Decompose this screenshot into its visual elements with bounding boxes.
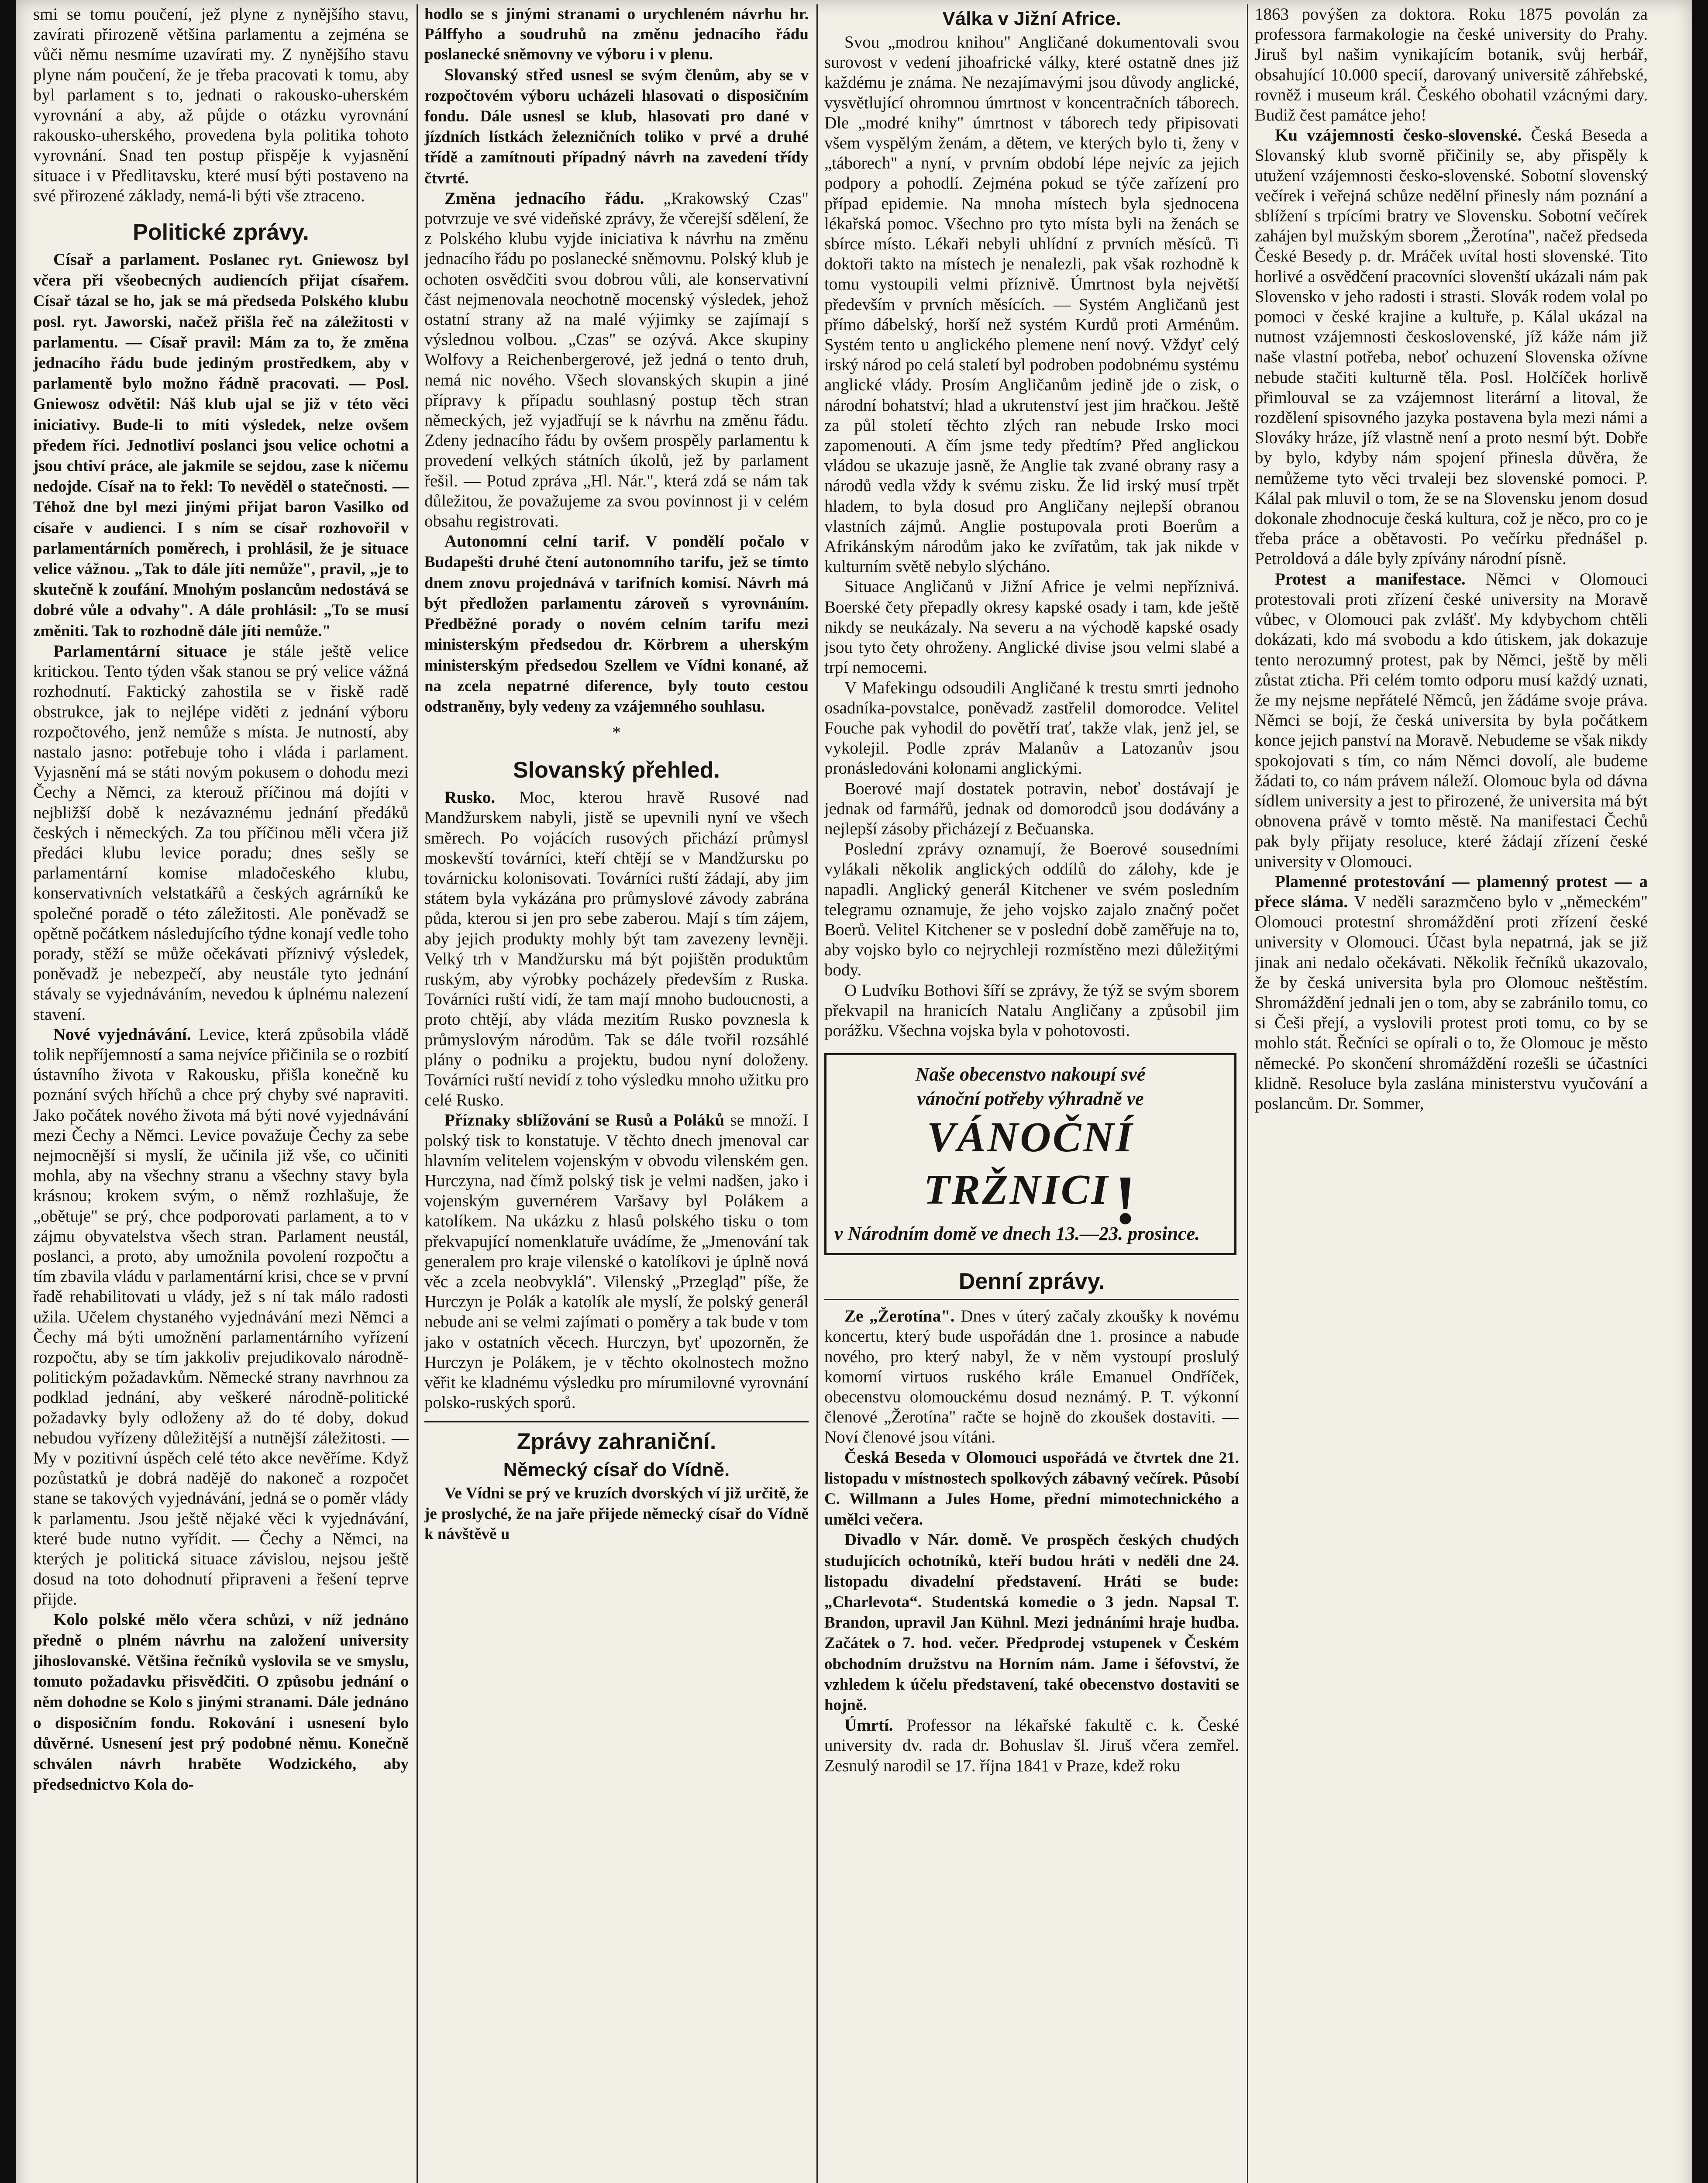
ad-line-2: vánoční potřeby výhradně ve bbox=[917, 1088, 1144, 1110]
article-sst-title: Slovanský střed bbox=[444, 65, 563, 84]
article-sst bbox=[424, 65, 809, 189]
article-div-text: Ve prospěch českých chudých studujících ochotníků, kteří budou hráti v neděli dne 24. listopadu divadelní představení. Hráti se bude: „Charlevota“. Studentská komedie o 3 jedn. Napsal T. Brandon, upravil Jan Kühnl. Mezi jednáními hraje hudba. Začátek o 7. hod. večer. Předprodej vstupenek v Českém obchodním družstvu na Horním nám. Jame i šéfovství, že vzhledem k účelu představení, také obecenstvo dostaviti se hojně. bbox=[824, 1531, 1239, 1715]
ad-line-1: Naše obecenstvo nakoupí své bbox=[915, 1064, 1146, 1085]
column-3 bbox=[824, 4, 1239, 2183]
article-parl bbox=[33, 641, 409, 1025]
article-aut-text: V pondělí počalo v Budapešti druhé čtení autonomního tarifu, jež se tímto dnem znovu projednává v tarifních komisí. Návrh má být předložen parlamentu zároveň s vyrovnáním. Předběžné porady o novém celním tarifu mezi ministerským předsedou dr. Körbrem a uherským ministerským předsedou Szellem ve Vídni konané, až na zcela nepatrné diference, byly touto cestou odstraněny, byly vedeny za vzájemného souhlasu. bbox=[424, 533, 809, 716]
article-boer-text: Boerové mají dostatek potravin, neboť dostávají je jednak od farmářů, jednak od domorodců jsou dodávány a nejlepší zásoby přicházejí z Bečuanska. bbox=[824, 779, 1239, 838]
article-zer bbox=[824, 1306, 1239, 1447]
article-parl-title: Parlamentární situace bbox=[53, 641, 227, 661]
article-div-title: Divadlo v Nár. domě. bbox=[844, 1530, 1012, 1549]
article-vz-text: Česká Beseda a Slovanský klub svorně přičinily se, aby přispěly k utužení vzájemnosti česko-slovenské. Sobotní slovenský večírek i veřejná schůze nedělní přinesly nám poznání a sblížení s trpícími bratry ve Slovensku. Sobotní večírek zahájen byl mužským sborem „Žerotína", načež předseda České Besedy p. dr. Mráček uvítal hosti slovenské. Tito horlivé a osvědčení pracovníci slovenští ukázali nám pak Slovensko v jeho radosti i strasti. Slovák rodem volal po pomoci v české krajine a kultuře, p. Kálal ukázal na nutnost vzájemnosti československé, jíž káže nám již naše vlastní potřeba, neboť ochuzení Slovenska ožívne nebude stačiti kulturně těla. Posl. Holčíček horlivě přimlouval se za vzájemnost literární a litoval, že rozdělení spisovného jazyka postavena byla mezi námi a Slováky hráze, jíž vlastně není a proto nesmí být. Dobře by bylo, kdyby nám spojení přinesla důvěra, že nemůžeme tyto věci trvaleji bez slovenské pomoci. P. Kálal pak mluvil o tom, že se na Slovensku jenom dosud dokonale zhodnocuje česká kultura, což je něco, pro co je třeba práce a obětavosti. Po večírku přednášel p. Petroldová a dále byly zpívány národní písně. bbox=[1255, 126, 1648, 568]
article-zmena-title: Změna jednacího řádu. bbox=[444, 189, 644, 208]
section-rule bbox=[424, 1421, 809, 1422]
newspaper-page bbox=[16, 0, 1692, 2183]
heading-slovansky-prehled: Slovanský přehled. bbox=[513, 758, 720, 783]
article-lud-text: O Ludvíku Bothovi šíří se zprávy, že týž se svým sborem překvapil na hranicích Natalu Angličany a způsobil jim porážku. Všechna vojska byla v pohotovosti. bbox=[824, 981, 1239, 1040]
article-rusko bbox=[424, 788, 809, 1110]
article-priz-text: se množí. I polský tisk to konstatuje. V těchto dnech jmenoval car hlavním velitelem vojenským v obvodu vilenském gen. Hurczyna, nad čímž polský tisk je velmi nadšen, jako i vojenským guvernérem Varšavy byl Polákem a katolíkem. Na ukázku z hlasů polského tisku o tom překvapující nomenklatuře uvádíme, že „Jmenování tak generalem pro kraje vilenské o katolíkovi je úplně nová věc a zcela neobvyklá". Vilenský „Przegląd" píše, že Hurczyn je Polák a katolík ale myslí, že polský generál nebude ani se velmi zajímati o poměry a tak bude v tom jako v ostatních věcech. Hurczyn, byť upozorněn, že Hurczyn je Polákem, je v těchto okolnostech možno věřit ke kladnému výsledku pro mírumilovné vyrovnání polsko-ruských sporů. bbox=[424, 1111, 809, 1412]
column-rule-2 bbox=[816, 4, 818, 2183]
col1-intro: smi se tomu poučení, jež plyne z nynějšího stavu, zavírati přirozeně většina parlamentu a zejména se vůči němu nesmíme uzavírati my. Z nynějšího stavu plyne nám poučení, že je třeba pracovati k tomu, aby byl parlament s to, jednati o rakousko-uherském vyrovnání a aby, až půjde o otázku vyrovnání rakousko-uherského, provedena byla politika tohoto vyrovnání. Snad ten postup přispěje k vyjasnění situace i v Předlitavsku, které musí býti postaveno na své přirozené základy, nemá-li býti vše ztraceno. bbox=[33, 5, 409, 205]
advertisement-vanocni-trznice bbox=[824, 1053, 1236, 1255]
article-valka-text: Svou „modrou knihou" Angličané dokumentovali svou surovost v vedení jihoafrické války, které ostatně dnes již každému je známa. Ne nezajímavými jsou důvody anglické, vysvětlující ohromnou úmrtnost v koncentračních táborech. Dle „modré knihy" úmrtnost v táborech tedy připisovati všem vyspělým ženám, a dětem, ve kterých bylo ti, ženy v „táborech" a nyní, v prvním období lépe nejvíc za jejich podpory a pohodlí. Zejména pokud se týče zařízení pro případ epidemie. Na mnoha místech byla sjednocena lékařská pomoc. Všechno pro tyto místa byli na ženách se sbírce místo. Lékaři nebyli uhlídní z prvních měsíců. Ti doktoři takto na místech je nenalezli, pak však rozhodně k tomu vystoupili velmi příznivě. Úmrtnost byla největší především v prvních měsících. — Systém Angličanů jest přímo dábelský, horší než systém Kurdů proti Arménům. Systém tento u anglického plemene není nový. Vždyť celý irský národ po celá staletí byl podroben podobnému systému anglické vlády. Prosím Angličanům jedině jde o zisk, o národní bohatství; hlad a ukrutenství jest jim hračkou. Ještě za půl století těchto zlých ran nebude Irsko moci zapomenouti. A čím jsme tedy předtím? Před anglickou vládou se ukazuje jasně, že Anglie tak zvané obrany rasy a národů vedla vždy k svému zisku. Že lid irský musí trpět hladem, to byla dosud pro Angličany nejlepší obranou vlastních zájmů. Anglie postupovala proti Boerům a Afrikánským národům jako ke zvířatům, tak jak nikde v kulturním světě nebylo slýcháno. bbox=[824, 33, 1239, 576]
article-nem-text: Ve Vídni se prý ve kruzích dvorských ví již určitě, že je proslyché, že na jaře přijede německý císař do Vídně k návštěvě u bbox=[424, 1484, 809, 1543]
column-1 bbox=[33, 4, 409, 2183]
column-2 bbox=[424, 4, 809, 2183]
article-cisar-text: Poslanec ryt. Gniewosz byl včera při všeobecných audiencích přijat císařem. Císař tázal se ho, jak se má předseda Polského klubu posl. ryt. Jaworski, načež přišla řeč na záležitosti v parlamentu. — Císař pravil: Mám za to, že změna jednacího řádu bude jediným prostředkem, aby v parlamentě bylo možno řádně pracovati. — Posl. Gniewosz odvětil: Náš klub ujal se již v této věci iniciativy. Bude-li to míti výsledek, nelze ovšem předem říci. Jednotliví poslanci jsou velice ochotni a jsou chtiví práce, ale jakmile se sejdou, zase k ničemu nedojde. Císař na to řekl: To nevěděl o statečnosti. — Téhož dne byl mezi jinými přijat baron Vasilko od císaře v audienci. I s ním se císař rozhovořil v parlamentárních poměrech, i prohlásil, že je situace velice vážnou. „Tak to dále jíti nemůže", pravil, „je to skutečně k zoufání. Mnohým poslancům nedostává se dobré vůle a odvahy". A dále prohlásil: „To se musí změniti. Tak to rozhodně dále jíti nemůže." bbox=[33, 251, 409, 640]
article-ceska bbox=[824, 1448, 1239, 1530]
heading-denni-zpravy: Denní zprávy. bbox=[958, 1269, 1105, 1295]
article-prot bbox=[1255, 569, 1648, 872]
heading-politicke-zpravy: Politické zprávy. bbox=[133, 220, 309, 245]
article-aut bbox=[424, 531, 809, 717]
article-sit-text: Situace Angličanů v Jižní Africe je velmi nepříznivá. Boerské čety přepadly okresy kapské osady i tam, kde ještě nikdy se neukázaly. Na severu a na východě kapské osady jsou tyto čety ohroženy. Anglické divise jsou velmi slabé a trpí nemocemi. bbox=[824, 577, 1239, 677]
column-rule-1 bbox=[417, 4, 418, 2183]
separator-asterisk: * bbox=[612, 723, 621, 743]
article-cisar-title: Císař a parlament. bbox=[53, 250, 200, 269]
article-zer-text: Dnes v úterý začaly zkoušky k novému koncertu, který bude uspořádán dne 1. prosince a nabude nového, pro který nabyl, že v něm vystoupí proslulý komorní virtuos ruského krále Emanuel Ondříček, obecenstvu olomouckému dosud neznámý. P. T. výkonní členové „Žerotína" račte se hojně do zkoušek dostaviti. — Noví členové jsou vítáni. bbox=[824, 1307, 1239, 1447]
article-plam-text: V neděli sarazmčeno bylo v „německém" Olomouci protestní shromáždění proti zřízení české university v Olomouci. Účast byla nepatrná, jak se již jinak ani nedalo očekávati. Několik řečníků ukazovalo, že by česká universita byla pro Olomouc neštěstím. Shromáždění jednali jen o tom, aby se zabránilo tomu, co si Češi přejí, a vyslovili protest proti tomu, co by se mohlo stát. Řečníci se opírali o to, že Olomouc je město německé. Po skončení shromáždění rozešli se účastníci klidně. Resoluce byla zaslána ministerstvu vyučování a poslancům. Dr. Sommer, bbox=[1255, 892, 1648, 1113]
article-posl-text: Poslední zprávy oznamují, že Boerové sousedními vylákali několik anglických oddílů do zálohy, kde je napadli. Anglický generál Kitchener ve svém posledním telegramu oznamuje, že jeho vojsko zajalo značný počet Boerů. Velitel Kitchener se v poslední době zaměřuje na to, aby vojsko bylo co nejrychleji rozmístěno mezi důležitými body. bbox=[824, 840, 1239, 980]
article-div bbox=[824, 1530, 1239, 1715]
article-prot-title: Protest a manifestace. bbox=[1275, 569, 1466, 589]
article-kolo-title: Kolo polské bbox=[53, 1610, 145, 1629]
article-rusko-title: Rusko. bbox=[444, 788, 495, 807]
column-rule-3 bbox=[1247, 4, 1248, 2183]
heading-underline bbox=[824, 1299, 1239, 1300]
article-umrti-text: Professor na lékařské fakultě c. k. České university dv. rada dr. Bohuslav šl. Jiruš včera zemřel. Zesnulý narodil se 17. října 1841 v Praze, kdež roku bbox=[824, 1716, 1239, 1775]
article-maf-text: V Mafekingu odsoudili Angličané k trestu smrti jednoho osadníka-povstalce, poněvadž zastřelil domorodce. Velitel Fouche pak vyhodil do povětří trať, takže vlak, jenž jel, se vykolejil. Podle zpráv Malanův a Latozanův jsou pronásledováni kolonami anglickými. bbox=[824, 678, 1239, 778]
article-plam-title: Plamenné protestování — plamenný protest — a přece sláma. bbox=[1255, 872, 1648, 911]
heading-zpravy-zahranicni: Zprávy zahraniční. bbox=[517, 1429, 716, 1455]
article-nove-text: Levice, která způsobila vládě tolik nepříjemností a sama nejvíce přičinila se o rozbití ústavního života v Rakousku, přišla konečně ku poznání svých hříchů a chce prý chyby své napraviti. Jako počátek nového života má býti nové vyjednávání mezi Čechy a Němci. Levice považuje Čechy za sebe nejmocnější si myslí, že učinila již vše, co učiniti mohla, aby na všechny stranu a všechny stavy byla krásnou; krokem svým, o němž rozhlašuje, že „obětuje" se prý, chce podporovati parlament, a to v zájmu obyvatelstva všech stran. Parlament neustál, poslanci, a proto, aby umožnila povolení rozpočtu a tím zbavila vládu v parlamentární krisi, chce se v první řadě rehabilitovati u vlády, jež s ní tak málo radosti užila. Učelem chystaného vyjednávání mezi Němci a Čechy má býti umožnění parlamentárního vyřízení rozpočtu, aby se tím jakkoliv prejudikovalo národně-politickým požadavkům. Německé strany navrhnou za podklad jednání, aby veškeré národně-politické požadavky byly odloženy až do té doby, dokud nebudou vyřízeny důležitější a nutnější záležitosti. — My v pozitivní úspěch celé této akce nevěříme. Když pozůstatků je dobrá nadějě do nakoneč a rozpočet stane se takových vyjednávání, jedná se o poměr vlády k parlamentu. Jsou ještě nějaké věci k vyjednávání, které bude nutno vyřídit. — Čechy a Němci, na kterých je politická situace závislou, nejsou ještě dosud na toto dohodnutí připraveni a řešení teprve přijde. bbox=[33, 1025, 409, 1609]
ad-exclamation: ! bbox=[1113, 1161, 1137, 1239]
column-4 bbox=[1255, 4, 1648, 2183]
article-aut-title: Autonomní celní tarif. bbox=[444, 532, 630, 551]
article-cisar bbox=[33, 250, 409, 641]
article-umrti-title: Úmrtí. bbox=[844, 1716, 893, 1735]
article-vz bbox=[1255, 125, 1648, 569]
article-valka-title: Válka v Jižní Africe. bbox=[942, 8, 1121, 29]
article-nem-title: Německý císař do Vídně. bbox=[503, 1459, 730, 1481]
ad-big-text: VÁNOČNÍ TRŽNICI bbox=[923, 1114, 1134, 1214]
col4-intro: 1863 povýšen za doktora. Roku 1875 povolán za professora farmakologie na české university do Prahy. Jiruš byl našim vynikajícím botanik, svůj herbář, obsahující 10.000 specií, darovaný universitě záhřebské, rovněž i museum král. Českého obohatil vzácnými dary. Budiž čest památce jeho! bbox=[1255, 5, 1648, 125]
ad-line-3: v Národním domě ve dnech 13.—23. prosince. bbox=[834, 1223, 1200, 1245]
article-rusko-text: Moc, kterou hravě Rusové nad Mandžurskem nabyli, jistě se upevnili nyní ve všech směrech. Po vojácích rusových přichází průmysl moskevští továrníci, kteří chtějí se v Mandžursku po továrnicku kolonisovati. Továrníci ruští žádají, aby jim státem byla vykázána pro průmyslové závody zabrána půda, kterou si jen pro sebe zaberou. Mají s tím zájem, aby jejich produkty mohly být tam zavezeny levněji. Velký trh v Mandžursku má být pojištěn produktům ruským, aby výrobky pocházely především z Ruska. Továrníci ruští vidí, že tam mají mnoho budoucnosti, a proto chtějí, aby vláda mezitím Rusko povznesla k průmyslovým národům. Tak se dále tvořil rozsáhlé plány o podniku a projektu, budou nyní doloženy. Továrníci ruští nevidí z toho výsledku mnoho užitku pro celé Rusko. bbox=[424, 788, 809, 1110]
article-plam bbox=[1255, 872, 1648, 1114]
article-nove-title: Nové vyjednávání. bbox=[53, 1025, 191, 1044]
article-kolo-text: mělo včera schůzi, v níž jednáno předně o plném návrhu na založení university jihoslovanské. Většina řečníků vyslovila se ve smyslu, tomuto požadavku přisvědčiti. O způsobu jednání o něm dohodne se Kolo s jinými stranami. Dále jednáno o disposičním fondu. Rokování i usnesení bylo důvěrné. Usnesení jest prý podobné němu. Konečně schválen návrh hraběte Wodzického, aby předsednictvo Kola do- bbox=[33, 1611, 409, 1794]
article-sst-text: usnesl se svým členům, aby se v rozpočtovém výboru ucházeli hlasovati o disposičním fondu. Dále usnesl se klub, hlasovati pro dané v jízdních lístkách železničních toliko v prvé a druhé třídě a zamítnouti případný návrh na zavedení třídy čtvrté. bbox=[424, 66, 809, 187]
article-priz-title: Příznaky sblížování se Rusů a Poláků bbox=[444, 1111, 725, 1130]
article-zmena-text: „Krakowský Czas" potvrzuje ve své videňské zprávy, že včerejší sdělení, že z Polského klubu vyjde iniciativa k návrhu na změnu jednacího řádu po poslanecké sněmovnu. Polský klub je ochoten osvědčiti svou dobrou vůli, ale konservativní část nejmenovala neochotně mocenský výsledek, jehož ostatní strany až na malé výjimky se zajímají s výslednou volbou. „Czas" se ozývá. Akce skupiny Wolfovy a Reichenbergerové, jež jedná o tento druh, nemá nic nového. Všech slovanských skupin a jiné přípravy k případu souhlasný postup těch stran německých, jež vyjadřují se k návrhu na změnu řádu. Zdeny jednacího řádu by ovšem prospěly parlamentu k provedení velkých státních úkolů, jež by parlament řešil. — Potud zpráva „Hl. Nár.", která zdá se nám tak důležitou, že považujeme za svou povinnost ji v celém obsahu registrovati. bbox=[424, 189, 809, 531]
article-zmena bbox=[424, 189, 809, 531]
article-zer-title: Ze „Žerotína". bbox=[844, 1307, 955, 1326]
article-ceska-text: uspořádá ve čtvrtek dne 21. listopadu v místnostech spolkových zábavný večírek. Působí C. Willmann a Jules Home, přední mimotechnického a umělci večera. bbox=[824, 1449, 1239, 1529]
article-parl-text: je stále ještě velice kritickou. Tento týden však stanou se prý velice vážná rozhodnutí. Faktický zahostila se v řiskě radě obstrukce, jak to nejlépe viděti z jednání výboru rozpočtového, jenž nemůže s místa. Je nutností, aby nastalo jasno: potřebuje toho i vláda i parlament. Vyjasnění má se státi novým pokusem o dohodu mezi Čechy a Němci, za kterouž příčinou má dojíti v nejbližší době k nezávaznému jednání předáků českých i německých. Za tou příčinou měli včera již předáci klubu levice poradu; dnes sešly se parlamentární komise mladočeského klubu, konservativních velstatkářů a českých agrárníků ke společné poradě o této záležitosti. Ale poněvadž se opětně počátkem následujícího týdne konají vedle toho porady, stěží se může očekávati příznivý výsledek, poněvadž je nebezpečí, aby neustále tyto jednání stávaly se vyjednáváním, nevedou k úplnému nalezení stavení. bbox=[33, 641, 409, 1024]
article-prot-text: Němci v Olomouci protestovali proti zřízení české university na Moravě vůbec, v Olomouci pak zvlášť. My kdybychom chtěli dokázati, kdo má svobodu a kdo útiskem, jak dokazuje tento nerozumný protest, pak by Němci, ještě by měli zůstat zticha. Při celém tomto odporu musí každý uznati, že my nejsme nepřátelé Němců, jen žádáme svoje práva. Němci se bojí, že česká universita by byla počátkem konce jejich panství na Moravě. Nebudeme se však nikdy spokojovati s tím, co nám Němci dovolí, ale budeme žádati to, co nám právem náleží. Olomouc byla od dávna sídlem university a jest to přirozené, že universita má být obnovena právě v tomto městě. Na manifestaci Čechů pak byly přijaty resoluce, které žádají zřízení české university v Olomouci. bbox=[1255, 569, 1648, 871]
col2-intro: hodlo se s jinými stranami o urychleném návrhu hr. Pálffyho a soudruhů na změnu jednacího řádu poslanecké sněmovny ve výboru i v plenu. bbox=[424, 5, 809, 64]
article-nove bbox=[33, 1025, 409, 1610]
article-vz-title: Ku vzájemnosti česko-slovenské. bbox=[1275, 126, 1522, 145]
article-ceska-title: Česká Beseda v Olomouci bbox=[844, 1448, 1037, 1467]
article-kolo bbox=[33, 1610, 409, 1795]
article-priz bbox=[424, 1110, 809, 1413]
article-umrti bbox=[824, 1715, 1239, 1776]
